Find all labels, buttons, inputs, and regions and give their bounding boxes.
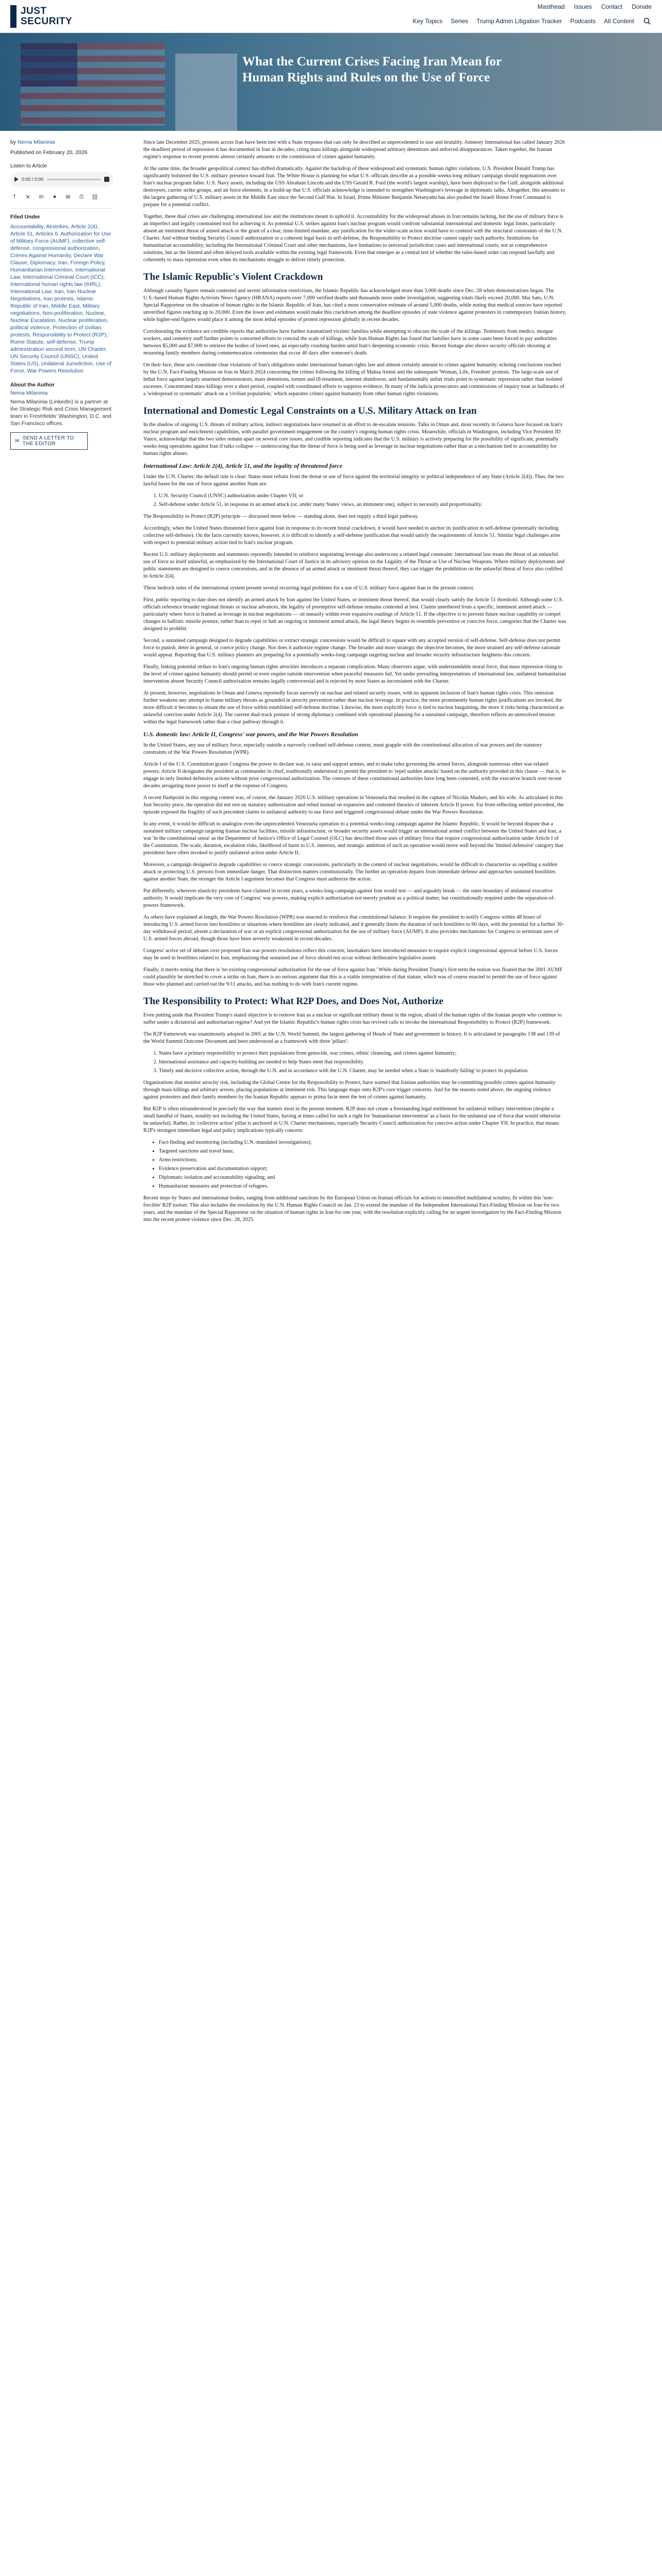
byline-author-link[interactable]: Nema Milaninia xyxy=(18,139,55,145)
author-bio: Nema Milaninia (LinkedIn) is a partner at the Strategic Risk and Crisis Management team in Freshfields' Washington, D.C. and San Francisco offices. xyxy=(10,399,112,427)
paragraph: Recent U.S. military deployments and statements reportedly intended to reinforce negotiating leverage also underscore a related legal constraint: international law treats the threat of an unlawful use of force as itself unlawful, as emphasized by the International Court of Justice in its advisory opinion on the Legality of the Threat or Use of Nuclear Weapons. Where military deployments and public statements are designed to coerce concessions, and in the absence of an armed attack or imminent threat thereof, they can trigger the prohibition on the unlawful threat of force also codified in Article 2(4). xyxy=(143,552,565,579)
paragraph: In any event, it would be difficult to analogize even the unprecedented Venezuela operation to a potential weeks-long campaign against the Islamic Republic. It would be beyond dispute that a sustained military campaign targeting Iranian nuclear facilities, missile infrastructure, or broader security assets would trigger an international armed conflict between the United States and Iran, a war 'in the constitutional sense' as the Department of Justice's Office of Legal Counsel (OLC) has described those uses of military force that require congressional authorization under Article I of the Constitution. The scale, duration, escalation risks, likelihood of harm to U.S. interests, and strategic ambition of such an operation would move well beyond the 'limited defensive' category that presidents have often invoked to justify unilateral action under Article II. xyxy=(143,821,564,856)
paragraph: On their face, these acts constitute clear violations of Iran's obligations under international human rights law and almost certainly amount to crimes against humanity, echoing conclusions reached by the U.N. Fact-Finding Mission on Iran in March 2024 concerning the crimes following the killing of Mahsa Amini and the subsequent 'Woman, Life, Freedom' protests. The large-scale use of lethal force against largely unarmed demonstrators, mass detentions, torture and ill-treatment, internet shutdowns, and fundamentally unfair trials point to systematic repression rather than isolated excesses. Concentrated mass killings over a short period, coupled with coordinated efforts to suppress evidence, fit many of the indicia prosecutors and commissions of inquiry treat as hallmarks of a 'widespread or systematic' attack on a 'civilian population,' which separates crimes against humanity from other human rights violations. xyxy=(143,362,565,397)
print-icon[interactable]: ⎙ xyxy=(79,193,84,200)
byline-label: by xyxy=(10,139,16,145)
logo-text: JUST SECURITY xyxy=(20,6,73,27)
paragraph: At the same time, the broader geopolitical context has shifted dramatically. Against the backdrop of these widespread and systematic human rights violations, U.S. President Donald Trump has significantly bolstered the U.S. military presence toward Iran. The White House is planning for what U.S. officials describe as a possible weeks-long military campaign should negotiations over Iran's nuclear program falter. U.S. Navy assets, including the USS Abraham Lincoln and the USS Gerald R. Ford (the world's largest warship), have been deployed to the Gulf, alongside additional destroyers, carrier strike groups, and air force elements, in a build-up that U.S. officials acknowledge is intended to strengthen Washington's leverage in diplomatic talks. Altogether, this amounts to the largest gathering of U.S. military assets in the Middle East since the Second Gulf War. In Israel, Prime Minister Benjamin Netanyahu has also pushed the Israeli Home Front Command to prepare for a potential conflict. xyxy=(143,166,565,208)
paragraph: Together, these dual crises are challenging international law and the institutions meant to uphold it. Accountability for the widespread abuses in Iran remains lacking, but the use of military force is an imperfect and legally constrained tool for achieving it. As potential U.S. strikes against Iran's nuclear program would confront substantial international and domestic legal limits, particularly absent an imminent threat of armed attack or the grant of a clear, time-limited mandate, any justification for the wider-scale action would have to contend with the structural constraints of the U.N. Charter. And without binding Security Council authorization or a coherent legal basis in self-defense, the Responsibility to Protect doctrine cannot supply such authority. Institutions for humanitarian accountability, including the International Criminal Court and other mechanisms, face limitations to universal jurisdiction cases and international courts, not as comprehensive solutions, but as the limited and often delayed tools available within the existing legal framework. Even that emerges as a central test of whether the rules-based order can respond lawfully and coherently to mass repression even when its mechanisms struggle to deliver timely protection. xyxy=(143,214,564,263)
paragraph: Second, a sustained campaign designed to degrade capabilities or extract strategic concessions would be difficult to square with any accepted version of self-defense. Self-defense does not permit force to punish, deter in general, or coerce policy change. Nor does it authorize regime change. The broader and more strategic the objective becomes, the more strained any self-defense rationale would appear. Reporting that U.S. military planners are preparing for a potentially weeks-long campaign targeting nuclear and broader security infrastructure heightens this concern. xyxy=(143,638,560,658)
paragraph: First, public reporting to date does not identify an armed attack by Iran against the United States, or imminent threat thereof, that would clearly satisfy the Article 51 threshold. Although some U.S. officials reference broader regional threats or nuclear advances, the legality of preemptive self-defense remains contested at best. Claims untethered from a specific, imminent armed attack — particularly where force is framed as leverage in nuclear negotiations — sit uneasily within even expansive readings of Article 51. If the objective is to prevent future nuclear capability or compel changes in ballistic missile posture, rather than to repel or halt an ongoing or imminent armed attack, the legal theory begins to resemble preventive or coercive force, categories that the Charter was designed to prohibit. xyxy=(143,597,566,632)
link-masthead[interactable]: Masthead xyxy=(537,3,565,10)
subheading-international-law: International Law: Article 2(4), Article 51, and the legality of threatened force xyxy=(143,462,343,469)
paragraph: The R2P framework was unanimously adopted in 2005 at the U.N. World Summit, the largest gathering of Heads of State and government in history. It is articulated in paragraphs 138 and 139 of the World Summit Outcome Document and been understood as a framework with three 'pillars': xyxy=(143,1031,560,1044)
audio-time: 0:00 / 0:00 xyxy=(22,177,44,182)
list-item: • Humanitarian measures and protection of refugees. xyxy=(159,1183,566,1190)
paragraph: These bedrock rules of the international system present several recurring legal problems for a use of U.S. military force against Iran in the present context. xyxy=(143,585,474,591)
paragraph: Since late December 2025, protests across Iran have been met with a State response that can only be described as unprecedented in size and brutality. Amnesty International has called January 2026 the deadliest period of repression it has documented in Iran in decades, citing mass killings alongside widespread arbitrary detentions and enforced disappearances. Taken together, the Iranian regime's response to recent protests almost certainly amounts to the commission of crimes against humanity. xyxy=(143,140,565,160)
list-item: • Targeted sanctions and travel bans; xyxy=(159,1148,566,1155)
main-nav xyxy=(412,16,652,26)
list-item: 2. International assistance and capacity-building are needed to help States meet that responsibility. xyxy=(159,1059,566,1066)
article-sidebar xyxy=(10,139,113,450)
hero-building-image xyxy=(175,54,237,131)
paragraph: Moreover, a campaign designed to degrade capabilities or coerce strategic concessions, particularly in the context of nuclear negotiations, would be difficult to characterize as repelling a sudden attack or protecting U.S. persons from immediate danger. That distinction matters constitutionally. The further an operation departs from immediate defense and approaches sustained hostilities against another State, the stronger the Article I argument becomes that Congress must authorize the action. xyxy=(143,862,557,882)
paragraph: Organizations that monitor atrocity risk, including the Global Centre for the Responsibility to Protect, have warned that Iranian authorities may be committing possible crimes against humanity through mass killings and arbitrary arrests, placing populations at imminent risk. This language maps onto R2P's core trigger concerns. And for the reasons noted above, the ongoing violence against protesters and their family members by the Iranian Republic appears to prima facie meet the test of crimes against humanity. xyxy=(143,1080,556,1100)
tag-list xyxy=(10,223,113,375)
paragraph: Finally, it merits noting that there is 'no existing congressional authorization for the use of force against Iran.' While during President Trump's first term the notion was floated that the 2001 AUMF could plausibly be stretched to cover a strike on Iran, there is no serious argument that this is a viable interpretation of that statute, which was of course enacted to permit the use of force against those who planned and carried out the 9/11 attacks, and has nothing to do with Iran's current regime. xyxy=(143,967,563,987)
list-item: • Evidence preservation and documentation support; xyxy=(159,1165,566,1173)
r2p-pillars-list xyxy=(159,1050,566,1075)
paragraph: The Responsibility to Protect (R2P) principle — discussed more below — standing alone, does not supply a third legal pathway. xyxy=(143,514,419,519)
article-title: What the Current Crises Facing Iran Mean for Human Rights and Rules on the Use of Force xyxy=(242,55,502,84)
volume-icon[interactable] xyxy=(104,177,109,182)
hero-flag-canton xyxy=(21,43,77,87)
filed-under-heading: Filed Under xyxy=(10,214,40,220)
section-heading-r2p: The Responsibility to Protect: What R2P Does, and Does Not, Authorize xyxy=(143,996,443,1007)
article-body xyxy=(143,139,566,1228)
email-icon[interactable]: ✉ xyxy=(65,194,71,200)
nav-all-content[interactable]: All Content xyxy=(604,18,634,25)
play-icon[interactable] xyxy=(14,177,19,182)
author-name-link[interactable]: Nema Milaninia xyxy=(10,390,48,396)
paragraph: Congress' active set of debates over proposed Iran war powers resolutions reflect this concern; lawmakers have introduced measures to require explicit congressional approval before U.S. forces may be used in hostilities related to Iran, emphasizing that sustained use of force should not occur without deliberative legislative assent. xyxy=(143,948,558,961)
list-item: 1. U.N. Security Council (UNSC) authorization under Chapter VII; or xyxy=(159,493,566,500)
nav-podcasts[interactable]: Podcasts xyxy=(570,18,596,25)
link-contact[interactable]: Contact xyxy=(601,3,623,10)
paragraph: Even putting aside that President Trump's stated objective is to remove Iran as a nuclear or significant military threat in the region, afraid of the human rights of the Iranian people who continue to suffer under a dictatorial and authoritarian regime? And yet the Islamic Republic's human rights crisis has revived calls to invoke the international Responsibility to Protect (R2P) framework. xyxy=(143,1012,562,1025)
paragraph: Although casualty figures remain contested and severe information restrictions, the Islamic Republic has acknowledged more than 3,000 deaths since Dec. 28 when demonstrations began. The U.S.-based Human Rights Activists News Agency (HRANA) reports over 7,000 verified deaths and thousands more under investigation, suggesting totals likely exceed 20,000. Mai Sato, U.N. Special Rapporteur on the situation of human rights in the Islamic Republic of Iran, has cited a more conservative estimate of around 5,000 deaths, while noting that medical sources have reported unverified figures reaching up to 20,000. Even the lower and estimates would make this crackdown among the deadliest episodes of state violence against protesters in contemporary Iranian history, while higher-end figures would place it among the most lethal episodes of protest repression globally in recent decades. xyxy=(143,288,566,323)
nav-series[interactable]: Series xyxy=(451,18,469,25)
paragraph: Finally, linking potential strikes to Iran's ongoing human rights atrocities introduces a separate complication. Many observers argue, with understandable moral force, that mass repression rising to the level of crimes against humanity should permit or even require outside intervention when peaceful measures fail. Yet under prevailing interpretations of international law, unilateral humanitarian intervention absent Security Council authorization remains legally controversial and is rejected by most States as inconsistent with the Charter. xyxy=(143,664,566,684)
paragraph: Put differently, wherever elasticity presidents have claimed in recent years, a weeks-long campaign against Iran would test — and arguably break — the outer boundary of unilateral executive authority. It would implicate the very core of Congress' war powers, making explicit authorization not merely prudent as a political matter, but constitutionally required under the separation-of-powers framework. xyxy=(143,888,555,908)
paragraph: Article I of the U.S. Constitution grants Congress the power to declare war, to raise and support armies, and to make rules governing the armed forces, alongside numerous other war-related powers. Article II designates the president as commander in chief, traditionally understood to permit the president to 'repel sudden attacks' based on the authority provided in this clause — that is, to engage in only limited defensive actions without prior congressional authorization. The contours of these constitutional authorities have long been contested, with the executive branch over recent decades arrogating more power to itself at the expense of Congress. xyxy=(143,761,566,789)
site-logo[interactable] xyxy=(10,5,72,28)
paragraph: Accordingly, when the United States threatened force against Iran in response to its recent brutal crackdown, it would have needed to anchor its justification in self-defense (potentially including collective self-defense). On the facts currently known, however, it is difficult to identify a self-defense justification that would satisfy the requirements of Article 51. Similar legal challenges arise with respect to potential military action tied to Iran's nuclear program. xyxy=(143,526,560,546)
list-item: • Fact-finding and monitoring (including U.N.-mandated investigations); xyxy=(159,1139,566,1146)
reddit-icon[interactable]: ● xyxy=(53,194,57,200)
nav-key-topics[interactable]: Key Topics xyxy=(412,18,443,25)
paragraph: Recent steps by States and international bodies, ranging from additional sanctions by the European Union on Iranian officials for actions to intensified multilateral scrutiny, fit within this 'non-forcible' R2P toolset. This also includes the resolution by the U.N. Human Rights Council on Jan. 23 to extend the mandate of the Independent International Fact-Finding Mission on Iran for two years, and the mandate of the Special Rapporteur on the situation of human rights in Iran for one year, with the resolution explicitly calling for an urgent investigation by the Fact-Finding Mission into the recent protest violence since Dec. 28, 2025. xyxy=(143,1195,561,1223)
sidebar-divider xyxy=(10,208,113,209)
about-author-heading: About the Author xyxy=(10,382,55,388)
send-letter-label: SEND A LETTER TO THE EDITOR xyxy=(22,435,74,447)
section-heading-crackdown: The Islamic Republic's Violent Crackdown xyxy=(143,272,323,282)
facebook-icon[interactable]: f xyxy=(13,194,15,200)
utility-links xyxy=(538,3,652,10)
list-item: 2. Self-defense under Article 51, in response to an armed attack (or, under many States' views, an imminent one), subject to necessity and proportionality. xyxy=(159,501,566,509)
r2p-tools-list xyxy=(159,1139,566,1190)
list-item: • Arms restrictions; xyxy=(159,1157,566,1164)
link-donate[interactable]: Donate xyxy=(632,3,652,10)
hero-banner xyxy=(0,33,662,131)
list-item: • Diplomatic isolation and accountability signaling; and xyxy=(159,1174,566,1181)
mail-icon: ✉ xyxy=(15,438,20,444)
paragraph: A recent flashpoint in this ongoing contest was, of course, the January 2026 U.S. military operations in Venezuela that resulted in the capture of Nicolás Maduro, and his wife. As articulated in this Just Security piece, the operation did not rest on statutory authorization and relied instead on expansive and contested theories of inherent Article II power. Far from reflecting settled precedent, the episode exposed the fragility of such precedent claims to unilateral authority to use force and triggered congressional debate under the War Powers Resolution. xyxy=(143,795,564,815)
paragraph: But R2P is often misunderstood in precisely the way that matters most in the present moment. R2P does not create a freestanding legal entitlement for unilateral military intervention (despite a small handful of States, notably not including the United States, having at times called for such a right for 'humanitarian intervention' as a basis for the unilateral use of force that would otherwise be unlawful). Rather, its 'collective action' pillar is anchored in U.N. Charter mechanisms, especially Security Council authorization for coercive action under Chapter VII. In practice, that means R2P's strongest immediate legal and policy implications typically concern: xyxy=(143,1106,560,1133)
paragraph: Under the U.N. Charter, the default rule is clear: States must refrain from the threat or use of force against the territorial integrity or political independence of any State (Article 2(4)). Thus, the two lawful bases for the use of force against another State are: xyxy=(143,474,564,487)
paragraph: Corroborating the evidence are credible reports that authorities have further traumatized victims' families while attempting to obscure the scale of the killings. Testimony from medics, morgue workers, and cemetery staff further points to concerted efforts to conceal the scale of killings, while Iran Human Rights has found that families have in some cases been forced to pay authorities between $5,000 and $7,000 to retrieve the bodies of loved ones, an especially crushing burden amid Iran's deepening economic crisis. Recent footage also shows security officials shooting at mourning family members during commemoration ceremonies that occur 40 days after someone's death. xyxy=(143,329,557,356)
subheading-domestic-law: U.S. domestic law: Article II, Congress' war powers, and the War Powers Resolution xyxy=(143,731,358,738)
list-item: 3. Timely and decisive collective action, through the U.N. and in accordance with the U.N. Charter, may be needed when a State is 'manifestly failing' to protect its population. xyxy=(159,1067,566,1075)
paragraph: At present, however, negotiations in Oman and Geneva reportedly focus narrowly on nuclear and related security issues, with no apparent inclusion of Iran's human rights crisis. This omission further weakens any attempt to frame military threats as grounded in atrocity prevention rather than nuclear leverage. In practice, the more prominently human rights justifications are invoked, the more difficult it becomes to situate the use of force within established self-defense doctrine. Likewise, the more explicitly force is tied to nuclear bargaining, the more it risks being characterized as unlawful coercion under Article 2(4). The current dual-track posture of strong diplomacy combined with operational planning for a sustained campaign, therefore reflects an unresolved tension within the legal framework rather than a clear pathway through it. xyxy=(143,690,564,725)
tags-text[interactable]: Accountability, Airstrikes, Article 2(4), Article 51, Articles 6, Authorization for Use of Military Force (AUMF), collective self-defense, congressional authorization, Crimes Against Humanity, Declare War Clause, Diplomacy, Iran, Foreign Policy, Humanitarian Intervention, International Law, International Criminal Court (ICC), International human rights law (IHRL), International Law, Iran, Iran Nuclear Negotiations, Iran protests, Islamic Republic of Iran, Middle East, Military negotiations, Non-proliferation, Nuclear, Nuclear Escalation, Nuclear proliferation, political violence, Protection of civilian, protests, Responsibility to Protect (R2P), Rome Statute, self-defense, Trump administration second term, UN Charter, UN Security Council (UNSC), United States (US), Unilateral Jurisdiction, Use of Force, War Powers Resolution xyxy=(10,224,112,374)
send-letter-button[interactable] xyxy=(10,432,88,450)
search-icon[interactable] xyxy=(642,16,652,26)
publish-date: Published on February 20, 2026 xyxy=(10,149,88,156)
audio-player xyxy=(10,172,113,187)
paragraph: In the United States, any use of military force, especially outside a narrowly confined self-defense context, must grapple with the constitutional allocation of war powers and the statutory constraints of the War Powers Resolution (WPR). xyxy=(143,742,542,755)
paragraph: In the shadow of ongoing U.S. threats of military action, indirect negotiations have resumed in an effort to de-escalate tensions. Talks in Oman and, most recently in Geneva have focused on Iran's nuclear program and enrichment capabilities, with parallel government engagement on the country's ongoing human rights crisis. Meanwhile, officials in Washington, including Vice President JD Vance, acknowledge that the two sides remain apart on several core issues, and credible reporting indicates that the U.S. military is actively preparing for the possibility of significant, potentially weeks-long operations against Iran if talks collapse — underscoring that the threat of force is being used as leverage in nuclear negotiations rather than as a mechanism tied to accountability for human rights abuses. xyxy=(143,422,562,456)
list-item: 1. States have a primary responsibility to protect their populations from genocide, war crimes, ethnic cleansing, and crimes against humanity; xyxy=(159,1050,566,1057)
audio-progress-bar[interactable] xyxy=(47,179,101,180)
linkedin-icon[interactable]: in xyxy=(39,194,44,200)
x-icon[interactable]: ✕ xyxy=(25,194,30,200)
byline xyxy=(10,139,113,145)
lawful-bases-list xyxy=(159,493,566,509)
link-icon[interactable]: ⛓ xyxy=(91,194,98,200)
nav-litigation-tracker[interactable]: Trump Admin Litigation Tracker xyxy=(476,18,562,25)
share-bar xyxy=(10,193,113,201)
paragraph: As others have explained at length, the War Powers Resolution (WPR) was enacted to reinforce that constitutional balance. It requires the president to notify Congress within 48 hours of introducing U.S. armed forces into hostilities or situations where hostilities are clearly indicated, and it generally limits the duration of such hostilities to 60 days, with the potential for a further 30-day withdrawal period, absent a declaration of war or an explicit congressional authorization for the use of military force (AUMF). It also provides mechanisms for Congress to terminate uses of U.S. armed forces abroad, though those have been severely weakened in recent decades. xyxy=(143,914,564,942)
logo-mark-icon xyxy=(10,5,16,28)
section-heading-legal-constraints: International and Domestic Legal Constraints on a U.S. Military Attack on Iran xyxy=(143,405,477,416)
listen-label: Listen to Article xyxy=(10,163,47,169)
link-issues[interactable]: Issues xyxy=(574,3,592,10)
site-header xyxy=(0,0,662,33)
